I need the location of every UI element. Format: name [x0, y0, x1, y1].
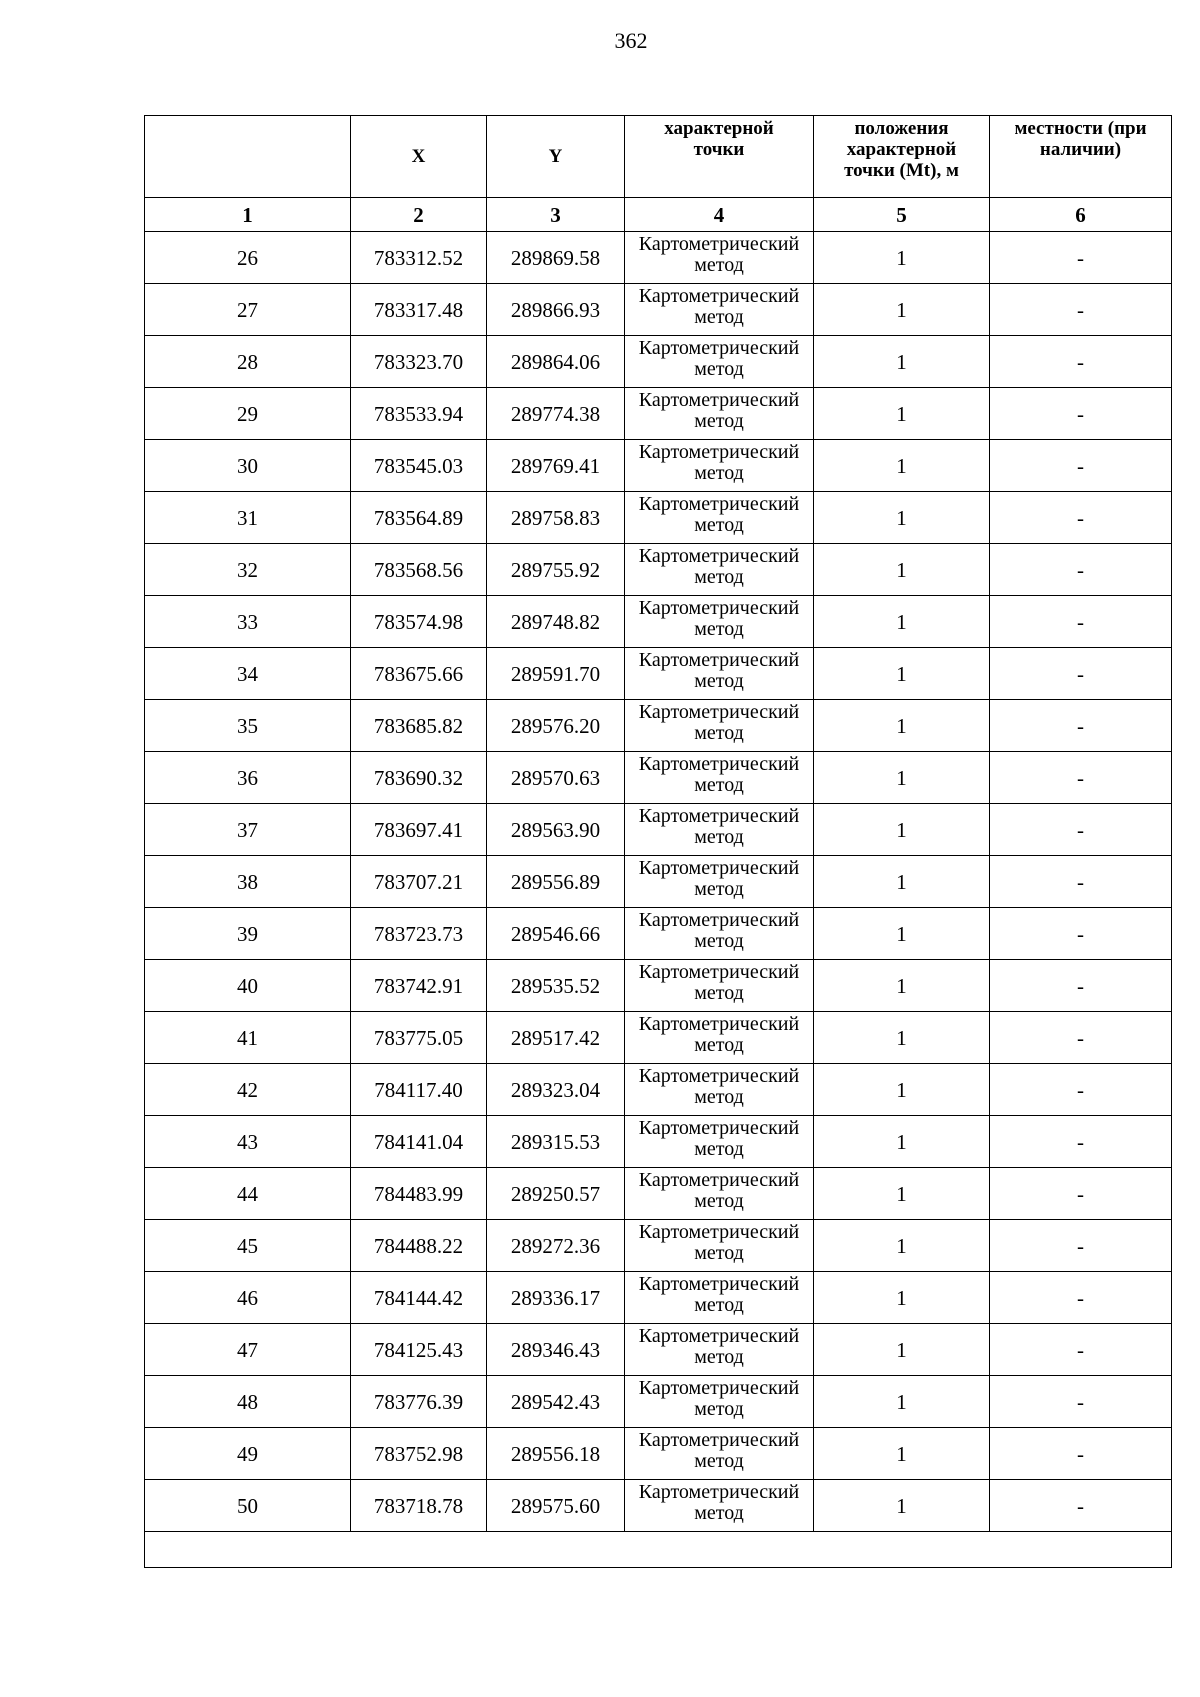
- method-cell: [625, 492, 814, 544]
- x-coordinate-cell: 783776.39: [351, 1376, 487, 1428]
- header-description-line1: местности (при: [1014, 118, 1147, 139]
- accuracy-cell: 1: [814, 1220, 990, 1272]
- header-method: [625, 116, 814, 198]
- table-body: [145, 232, 1172, 1568]
- method-line2: метод: [694, 1086, 744, 1108]
- description-cell: -: [990, 596, 1172, 648]
- description-cell: -: [990, 1324, 1172, 1376]
- point-number-cell: 26: [145, 232, 351, 284]
- table-row: [145, 596, 1172, 648]
- method-line2: метод: [694, 1190, 744, 1212]
- method-line2: метод: [694, 982, 744, 1004]
- x-coordinate-cell: 784141.04: [351, 1116, 487, 1168]
- table-row: [145, 1480, 1172, 1532]
- accuracy-cell: 1: [814, 596, 990, 648]
- table-row: [145, 440, 1172, 492]
- method-cell: [625, 752, 814, 804]
- y-coordinate-cell: 289563.90: [487, 804, 625, 856]
- header-method-line1: характерной: [664, 118, 774, 139]
- x-coordinate-cell: 784117.40: [351, 1064, 487, 1116]
- description-cell: -: [990, 1064, 1172, 1116]
- x-coordinate-cell: 784144.42: [351, 1272, 487, 1324]
- point-number-cell: 38: [145, 856, 351, 908]
- header-y: Y: [487, 116, 625, 198]
- table-row: [145, 804, 1172, 856]
- method-cell: [625, 1064, 814, 1116]
- point-number-cell: 49: [145, 1428, 351, 1480]
- table-row: [145, 1220, 1172, 1272]
- point-number-cell: 34: [145, 648, 351, 700]
- point-number-cell: 43: [145, 1116, 351, 1168]
- y-coordinate-cell: 289556.89: [487, 856, 625, 908]
- method-line2: метод: [694, 306, 744, 328]
- description-cell: -: [990, 544, 1172, 596]
- point-number-cell: 39: [145, 908, 351, 960]
- method-line2: метод: [694, 410, 744, 432]
- description-cell: -: [990, 752, 1172, 804]
- method-line2: метод: [694, 1450, 744, 1472]
- page-number: 362: [614, 28, 648, 53]
- header-method-line2: точки: [693, 139, 745, 160]
- method-line1: Картометрический: [638, 1325, 800, 1347]
- point-number-cell: 36: [145, 752, 351, 804]
- x-coordinate-cell: 783697.41: [351, 804, 487, 856]
- point-number-cell: 40: [145, 960, 351, 1012]
- x-coordinate-cell: 783323.70: [351, 336, 487, 388]
- accuracy-cell: 1: [814, 960, 990, 1012]
- method-line2: метод: [694, 930, 744, 952]
- description-cell: -: [990, 856, 1172, 908]
- x-coordinate-cell: 783317.48: [351, 284, 487, 336]
- point-number-cell: 45: [145, 1220, 351, 1272]
- description-cell: -: [990, 232, 1172, 284]
- point-number-cell: 29: [145, 388, 351, 440]
- description-cell: -: [990, 1012, 1172, 1064]
- table-row: [145, 960, 1172, 1012]
- table-row: [145, 1272, 1172, 1324]
- y-coordinate-cell: 289323.04: [487, 1064, 625, 1116]
- column-number-row: [145, 198, 1172, 232]
- table-row: [145, 388, 1172, 440]
- y-coordinate-cell: 289535.52: [487, 960, 625, 1012]
- accuracy-cell: 1: [814, 1428, 990, 1480]
- point-number-cell: 41: [145, 1012, 351, 1064]
- method-line2: метод: [694, 462, 744, 484]
- method-line2: метод: [694, 358, 744, 380]
- table-row: [145, 700, 1172, 752]
- point-number-cell: 46: [145, 1272, 351, 1324]
- method-cell: [625, 1376, 814, 1428]
- point-number-cell: 50: [145, 1480, 351, 1532]
- table-row: [145, 1428, 1172, 1480]
- table-row: [145, 856, 1172, 908]
- method-cell: [625, 960, 814, 1012]
- method-cell: [625, 440, 814, 492]
- y-coordinate-cell: 289272.36: [487, 1220, 625, 1272]
- description-cell: -: [990, 1428, 1172, 1480]
- method-line1: Картометрический: [638, 1065, 800, 1087]
- method-line2: метод: [694, 1138, 744, 1160]
- table-header-row: [145, 116, 1172, 198]
- method-line1: Картометрический: [638, 1013, 800, 1035]
- accuracy-cell: 1: [814, 1376, 990, 1428]
- table-row: [145, 336, 1172, 388]
- header-x: X: [351, 116, 487, 198]
- table-row: [145, 1376, 1172, 1428]
- method-cell: [625, 1012, 814, 1064]
- method-line1: Картометрический: [638, 441, 800, 463]
- method-line1: Картометрический: [638, 285, 800, 307]
- x-coordinate-cell: 784125.43: [351, 1324, 487, 1376]
- x-coordinate-cell: 783675.66: [351, 648, 487, 700]
- y-coordinate-cell: 289869.58: [487, 232, 625, 284]
- y-coordinate-cell: 289758.83: [487, 492, 625, 544]
- y-coordinate-cell: 289517.42: [487, 1012, 625, 1064]
- method-cell: [625, 908, 814, 960]
- description-cell: -: [990, 648, 1172, 700]
- y-coordinate-cell: 289542.43: [487, 1376, 625, 1428]
- accuracy-cell: 1: [814, 1272, 990, 1324]
- point-number-cell: 31: [145, 492, 351, 544]
- table-row: [145, 284, 1172, 336]
- table-row: [145, 544, 1172, 596]
- method-line2: метод: [694, 1346, 744, 1368]
- method-cell: [625, 1480, 814, 1532]
- accuracy-cell: 1: [814, 388, 990, 440]
- x-coordinate-cell: 783574.98: [351, 596, 487, 648]
- point-number-cell: 33: [145, 596, 351, 648]
- column-number: 4: [625, 198, 814, 232]
- y-coordinate-cell: 289570.63: [487, 752, 625, 804]
- y-coordinate-cell: 289774.38: [487, 388, 625, 440]
- method-line1: Картометрический: [638, 961, 800, 983]
- method-line1: Картометрический: [638, 1169, 800, 1191]
- method-line1: Картометрический: [638, 597, 800, 619]
- method-cell: [625, 284, 814, 336]
- table-row: [145, 908, 1172, 960]
- method-line1: Картометрический: [638, 649, 800, 671]
- description-cell: -: [990, 1220, 1172, 1272]
- x-coordinate-cell: 783690.32: [351, 752, 487, 804]
- accuracy-cell: 1: [814, 284, 990, 336]
- method-line2: метод: [694, 826, 744, 848]
- accuracy-cell: 1: [814, 544, 990, 596]
- header-accuracy: [814, 116, 990, 198]
- description-cell: -: [990, 440, 1172, 492]
- empty-cell: [145, 1532, 1172, 1568]
- description-cell: -: [990, 492, 1172, 544]
- table-row: [145, 648, 1172, 700]
- y-coordinate-cell: 289546.66: [487, 908, 625, 960]
- point-number-cell: 28: [145, 336, 351, 388]
- point-number-cell: 30: [145, 440, 351, 492]
- header-accuracy-line3: точки (Mt), м: [844, 160, 959, 181]
- y-coordinate-cell: 289556.18: [487, 1428, 625, 1480]
- point-number-cell: 44: [145, 1168, 351, 1220]
- x-coordinate-cell: 783568.56: [351, 544, 487, 596]
- method-line1: Картометрический: [638, 1221, 800, 1243]
- method-cell: [625, 648, 814, 700]
- description-cell: -: [990, 388, 1172, 440]
- column-number: 2: [351, 198, 487, 232]
- method-line2: метод: [694, 1034, 744, 1056]
- method-line1: Картометрический: [638, 233, 800, 255]
- point-number-cell: 42: [145, 1064, 351, 1116]
- method-cell: [625, 1272, 814, 1324]
- description-cell: -: [990, 960, 1172, 1012]
- x-coordinate-cell: 783685.82: [351, 700, 487, 752]
- accuracy-cell: 1: [814, 336, 990, 388]
- point-number-cell: 48: [145, 1376, 351, 1428]
- method-cell: [625, 804, 814, 856]
- coordinates-table: [144, 115, 1172, 1568]
- header-description: [990, 116, 1172, 198]
- accuracy-cell: 1: [814, 856, 990, 908]
- x-coordinate-cell: 783707.21: [351, 856, 487, 908]
- x-coordinate-cell: 783775.05: [351, 1012, 487, 1064]
- column-number: 6: [990, 198, 1172, 232]
- method-cell: [625, 700, 814, 752]
- point-number-cell: 37: [145, 804, 351, 856]
- method-cell: [625, 1428, 814, 1480]
- method-cell: [625, 1324, 814, 1376]
- description-cell: -: [990, 1116, 1172, 1168]
- point-number-cell: 47: [145, 1324, 351, 1376]
- method-line2: метод: [694, 566, 744, 588]
- method-line1: Картометрический: [638, 1273, 800, 1295]
- table-row: [145, 1064, 1172, 1116]
- description-cell: -: [990, 336, 1172, 388]
- x-coordinate-cell: 784483.99: [351, 1168, 487, 1220]
- method-line1: Картометрический: [638, 1377, 800, 1399]
- method-cell: [625, 388, 814, 440]
- point-number-cell: 35: [145, 700, 351, 752]
- y-coordinate-cell: 289315.53: [487, 1116, 625, 1168]
- header-accuracy-line2: характерной: [846, 139, 957, 160]
- description-cell: -: [990, 804, 1172, 856]
- table-row: [145, 1012, 1172, 1064]
- method-line2: метод: [694, 670, 744, 692]
- point-number-cell: 32: [145, 544, 351, 596]
- method-cell: [625, 1220, 814, 1272]
- method-line1: Картометрический: [638, 753, 800, 775]
- x-coordinate-cell: 783752.98: [351, 1428, 487, 1480]
- method-cell: [625, 596, 814, 648]
- method-cell: [625, 232, 814, 284]
- accuracy-cell: 1: [814, 1012, 990, 1064]
- y-coordinate-cell: 289591.70: [487, 648, 625, 700]
- method-line2: метод: [694, 1502, 744, 1524]
- x-coordinate-cell: 783718.78: [351, 1480, 487, 1532]
- x-coordinate-cell: 783564.89: [351, 492, 487, 544]
- table-row: [145, 232, 1172, 284]
- y-coordinate-cell: 289755.92: [487, 544, 625, 596]
- accuracy-cell: 1: [814, 752, 990, 804]
- accuracy-cell: 1: [814, 1480, 990, 1532]
- accuracy-cell: 1: [814, 440, 990, 492]
- table-row: [145, 1116, 1172, 1168]
- accuracy-cell: 1: [814, 1324, 990, 1376]
- method-line2: метод: [694, 618, 744, 640]
- y-coordinate-cell: 289866.93: [487, 284, 625, 336]
- header-accuracy-line1: положения: [854, 118, 949, 139]
- y-coordinate-cell: 289864.06: [487, 336, 625, 388]
- method-line2: метод: [694, 1294, 744, 1316]
- x-coordinate-cell: 783545.03: [351, 440, 487, 492]
- description-cell: -: [990, 1376, 1172, 1428]
- method-line2: метод: [694, 254, 744, 276]
- y-coordinate-cell: 289250.57: [487, 1168, 625, 1220]
- method-line2: метод: [694, 878, 744, 900]
- y-coordinate-cell: 289336.17: [487, 1272, 625, 1324]
- method-line1: Картометрический: [638, 545, 800, 567]
- x-coordinate-cell: 783533.94: [351, 388, 487, 440]
- table-row: [145, 752, 1172, 804]
- method-cell: [625, 1116, 814, 1168]
- x-coordinate-cell: 783742.91: [351, 960, 487, 1012]
- accuracy-cell: 1: [814, 648, 990, 700]
- empty-row: [145, 1532, 1172, 1568]
- y-coordinate-cell: 289576.20: [487, 700, 625, 752]
- accuracy-cell: 1: [814, 492, 990, 544]
- table-row: [145, 1324, 1172, 1376]
- accuracy-cell: 1: [814, 1116, 990, 1168]
- accuracy-cell: 1: [814, 804, 990, 856]
- method-cell: [625, 544, 814, 596]
- accuracy-cell: 1: [814, 908, 990, 960]
- x-coordinate-cell: 783312.52: [351, 232, 487, 284]
- table-row: [145, 492, 1172, 544]
- description-cell: -: [990, 700, 1172, 752]
- table-row: [145, 1168, 1172, 1220]
- header-description-line2: наличии): [1039, 139, 1122, 160]
- x-coordinate-cell: 783723.73: [351, 908, 487, 960]
- x-coordinate-cell: 784488.22: [351, 1220, 487, 1272]
- accuracy-cell: 1: [814, 1168, 990, 1220]
- y-coordinate-cell: 289748.82: [487, 596, 625, 648]
- method-line1: Картометрический: [638, 909, 800, 931]
- method-line1: Картометрический: [638, 493, 800, 515]
- method-line1: Картометрический: [638, 805, 800, 827]
- accuracy-cell: 1: [814, 1064, 990, 1116]
- point-number-cell: 27: [145, 284, 351, 336]
- method-line1: Картометрический: [638, 1429, 800, 1451]
- method-line1: Картометрический: [638, 701, 800, 723]
- column-number: 5: [814, 198, 990, 232]
- method-line1: Картометрический: [638, 1117, 800, 1139]
- y-coordinate-cell: 289346.43: [487, 1324, 625, 1376]
- column-number: 3: [487, 198, 625, 232]
- accuracy-cell: 1: [814, 232, 990, 284]
- method-line2: метод: [694, 722, 744, 744]
- method-line2: метод: [694, 1242, 744, 1264]
- method-line2: метод: [694, 1398, 744, 1420]
- description-cell: -: [990, 1168, 1172, 1220]
- description-cell: -: [990, 1272, 1172, 1324]
- method-line1: Картометрический: [638, 389, 800, 411]
- accuracy-cell: 1: [814, 700, 990, 752]
- method-line2: метод: [694, 774, 744, 796]
- column-number: 1: [145, 198, 351, 232]
- description-cell: -: [990, 1480, 1172, 1532]
- method-cell: [625, 856, 814, 908]
- y-coordinate-cell: 289575.60: [487, 1480, 625, 1532]
- method-line2: метод: [694, 514, 744, 536]
- method-line1: Картометрический: [638, 857, 800, 879]
- method-line1: Картометрический: [638, 337, 800, 359]
- method-cell: [625, 1168, 814, 1220]
- method-line1: Картометрический: [638, 1481, 800, 1503]
- method-cell: [625, 336, 814, 388]
- description-cell: -: [990, 284, 1172, 336]
- description-cell: -: [990, 908, 1172, 960]
- y-coordinate-cell: 289769.41: [487, 440, 625, 492]
- header-point-number: [145, 116, 351, 198]
